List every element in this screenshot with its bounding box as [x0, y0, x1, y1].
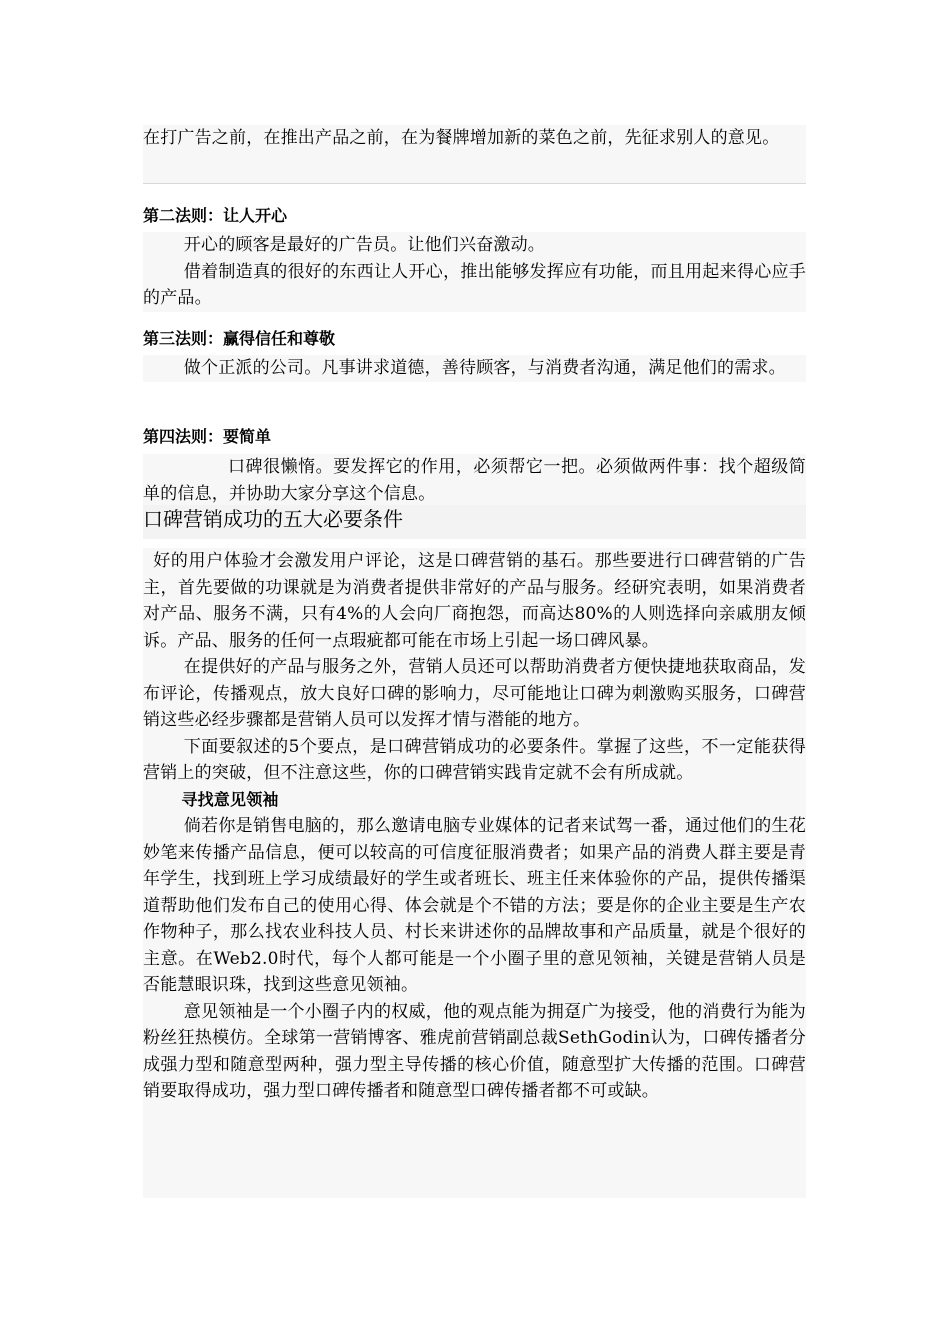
- rule2-block: [143, 204, 806, 228]
- rule4-block: [143, 425, 806, 449]
- section-paragraph-4: 倘若你是销售电脑的，那么邀请电脑专业媒体的记者来试驾一番，通过他们的生花妙笔来传播产品信息，便可以较高的可信度征服消费者；如果产品的消费人群主要是青年学生，找到班上学习成绩最好的学生或者班长、班主任来体验你的产品，提供传播渠道帮助他们发布自己的使用心得、体会就是个不错的方法；要是你的企业主要是生产农作物种子，那么找农业科技人员、村长来讲述你的品牌故事和产品质量，就是个很好的主意。在Web2.0时代，每个人都可能是一个小圈子里的意见领袖，关键是营销人员是否能慧眼识珠，找到这些意见领袖。: [143, 816, 806, 995]
- section-body: [143, 548, 806, 1198]
- section-paragraph-5: 意见领袖是一个小圈子内的权威，他的观点能为拥趸广为接受，他的消费行为能为粉丝狂热模仿。全球第一营销博客、雅虎前营销副总裁SethGodin认为，口碑传播者分成强力型和随意型两种，强力型主导传播的核心价值，随意型扩大传播的范围。口碑营销要取得成功，强力型口碑传播者和随意型口碑传播者都不可或缺。: [143, 1001, 806, 1101]
- rule2-heading: 第二法则：让人开心: [143, 206, 288, 225]
- rule3-block: [143, 327, 806, 351]
- section-paragraph-3: 下面要叙述的5个要点，是口碑营销成功的必要条件。掌握了这些，不一定能获得营销上的突破，但不注意这些，你的口碑营销实践肯定就不会有所成就。: [143, 736, 806, 783]
- rule4-paragraph-1: 口碑很懒惰。要发挥它的作用，必须帮它一把。必须做两件事：找个超级简单的信息，并协助大家分享这个信息。: [143, 457, 806, 504]
- intro-paragraph: 在打广告之前，在推出产品之前，在为餐牌增加新的菜色之前，先征求别人的意见。: [143, 128, 780, 148]
- rule3-heading: 第三法则：赢得信任和尊敬: [143, 329, 336, 348]
- section-paragraph-2: 在提供好的产品与服务之外，营销人员还可以帮助消费者方便快捷地获取商品，发布评论，传播观点，放大良好口碑的影响力，尽可能地让口碑为刺激购买服务，口碑营销这些必经步骤都是营销人员可以发挥才情与潜能的地方。: [143, 657, 806, 730]
- divider: [143, 183, 806, 184]
- rule2-paragraph-2: 借着制造真的很好的东西让人开心，推出能够发挥应有功能，而且用起来得心应手的产品。: [143, 261, 806, 308]
- rule3-paragraph-1: 做个正派的公司。凡事讲求道德，善待顾客，与消费者沟通，满足他们的需求。: [183, 358, 786, 378]
- rule4-heading: 第四法则：要简单: [143, 427, 272, 446]
- section-title-block: [143, 505, 806, 539]
- section-subheading: 寻找意见领袖: [181, 789, 279, 809]
- rule2-body: [143, 232, 806, 312]
- rule2-paragraph-1: 开心的顾客是最好的广告员。让他们兴奋激动。: [183, 235, 545, 255]
- intro-block: [143, 125, 806, 183]
- rule4-body: [143, 454, 806, 507]
- section-paragraph-1: 好的用户体验才会激发用户评论，这是口碑营销的基石。那些要进行口碑营销的广告主，首先要做的功课就是为消费者提供非常好的产品与服务。经研究表明，如果消费者对产品、服务不满，只有4%的人会向厂商抱怨，而高达80%的人则选择向亲戚朋友倾诉。产品、服务的任何一点瑕疵都可能在市场上引起一场口碑风暴。: [143, 551, 806, 651]
- section-title: 口碑营销成功的五大必要条件: [143, 507, 403, 531]
- rule3-body: [143, 355, 806, 382]
